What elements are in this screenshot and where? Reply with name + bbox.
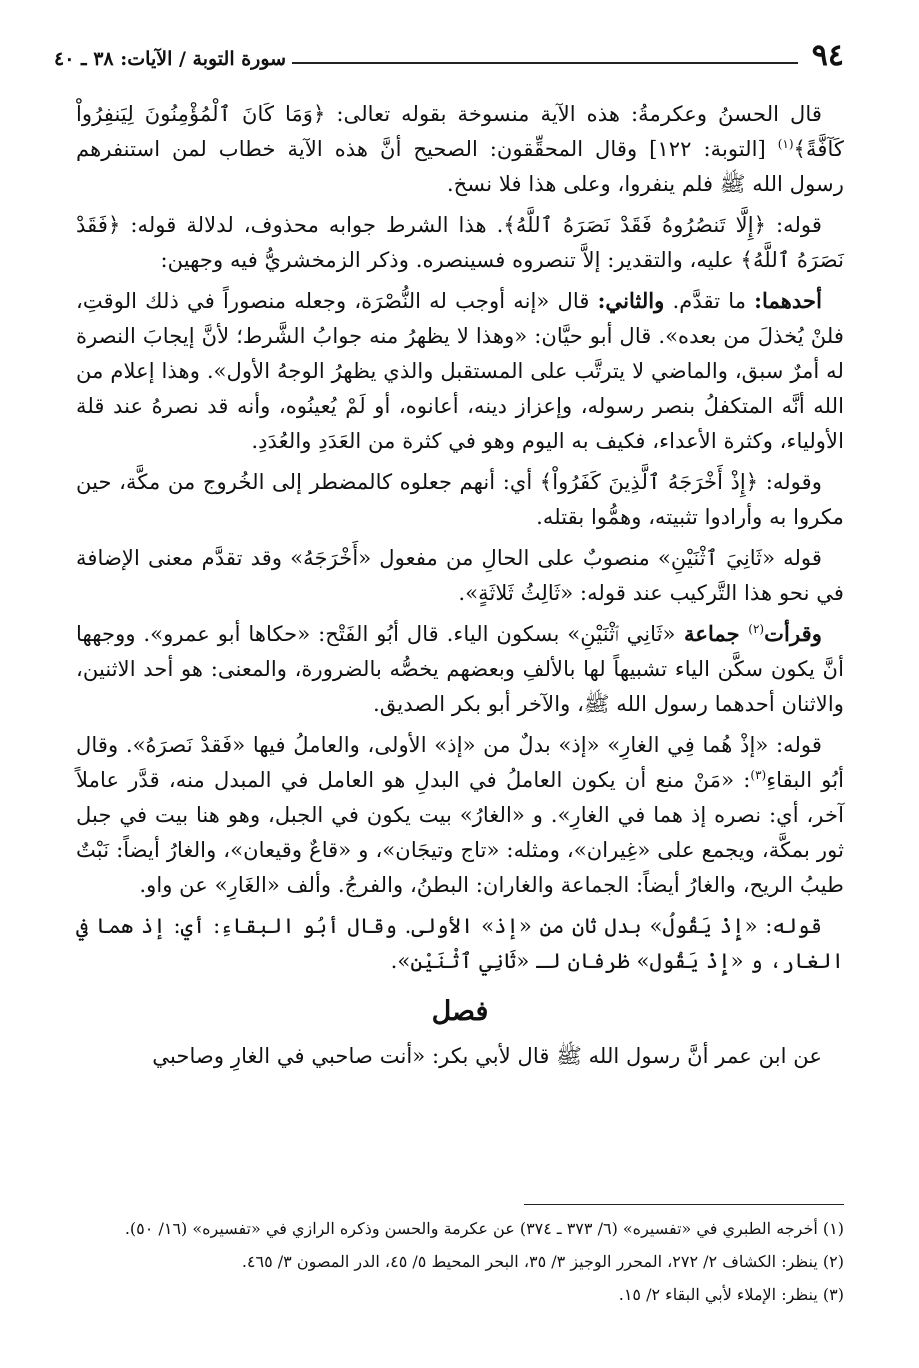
footnote: (٢) ينظر: الكشاف ٢/ ٢٧٢، المحرر الوجيز ٣/ ٣٥، البحر المحيط ٥/ ٤٥، الدر المصون ٣/ ٤٦٥. <box>241 1252 844 1271</box>
footnote-ref: (٢) <box>748 621 765 636</box>
main-text <box>76 96 844 1079</box>
term-label: أحدهما: <box>754 288 822 313</box>
paragraph: قوله «ثَانِيَ ٱثْنَيْنِ» منصوبٌ على الحالِ من مفعول «أَخْرَجَهُ» وقد تقدَّم معنى الإضافة في نحو هذا التَّركيب عند قوله: «ثَالِثُ ثَلاثَةٍ». <box>76 545 844 605</box>
footnote: (١) أخرجه الطبري في «تفسيره» (٦/ ٣٧٣ ـ ٣٧٤) عن عكرمة والحسن وذكره الرازي في «تفسيره» (١٦/ ٥٠). <box>124 1219 844 1238</box>
term-label: جماعة <box>675 621 749 646</box>
footnotes <box>76 1212 844 1311</box>
paragraph: عن ابن عمر أنَّ رسول الله ﷺ قال لأبي بكر: «أنت صاحبي في الغارِ وصاحبي <box>152 1043 822 1068</box>
page-number: ٩٤ <box>811 38 844 73</box>
footnote-separator <box>524 1204 844 1205</box>
paragraph: قوله: ﴿إِلَّا تَنصُرُوهُ فَقَدْ نَصَرَهُ ٱللَّهُ﴾. هذا الشرط جوابه محذوف، لدلالة قوله: ﴿فَقَدْ نَصَرَهُ ٱللَّهُ﴾ عليه، والتقدير: إلاَّ تنصروه فسينصره. وذكر الزمخشريُّ فيه وجهين: <box>76 212 844 272</box>
term-label: والثاني: <box>597 288 665 313</box>
footnote-ref: (١) <box>777 136 794 151</box>
running-title: سورة التوبة / الآيات: ٣٨ ـ ٤٠ <box>54 48 287 70</box>
page-header <box>54 34 844 74</box>
term-label: وقرأت <box>764 621 822 646</box>
paragraph: وقوله: ﴿إِذْ أَخْرَجَهُ ٱلَّذِينَ كَفَرُواْ﴾ أي: أنهم جعلوه كالمضطر إلى الخُروج من مكَّة، حين مكروا به وأرادوا تثبيته، وهمُّوا بقتله. <box>76 469 844 529</box>
paragraph: قوله: «إِذْ يَقُولُ» بدل ثان من «إذ» الأولى. وقال أبُو البقاءِ: أي: إذ هما في الغار، و «إِذْ يَقُول» ظرفان لـ «ثَانِي ٱثْنَيْنِ». <box>76 913 844 973</box>
paragraph: قوله: «إذْ هُما فِي الغارِ» «إذ» بدلٌ من «إذ» الأولى، والعاملُ فيها «فَقدْ نَصرَهُ». وقال أبُو البقاءِ$^{(٣)}$: «مَنْ منع أن يكون العاملُ في البدلِ هو العامل في المبدل منه، قدَّر عاملاً آخر، أي: نصره إذ هما في الغارِ». و «الغارُ» بيت يكون في الجبل، وهو هنا بيت في جبل ثور بمكَّة، ويجمع على «غِيران»، ومثله: «تاج وتيجَان»، و «قاعٌ وقيعان»، والغارُ أيضاً: نَبْتٌ طيبُ الريح، والغارُ أيضاً: الجماعة والغاران: البطنُ، والفرجُ. وألف «الغَارِ» عن واو. <box>76 732 844 897</box>
paragraph: أحدهما: ما تقدَّم. والثاني: قال «إنه أوجب له النُّصْرَة، وجعله منصوراً في ذلك الوقتِ، فلنْ يُخذلَ من بعده». قال أبو حيَّان: «وهذا لا يظهرُ منه جوابُ الشَّرط؛ لأنَّ إيجابَ النصرة له أمرٌ سبق، والماضي لا يترتَّب على المستقبل والذي يظهرُ الوجهُ الأول». وهذا إعلام من الله أنَّه المتكفلُ بنصر رسوله، وإعزاز دينه، أعانوه، أو لَمْ يُعينُوه، وأنه قد نصرهُ عند قلة الأولياء، وكثرة الأعداء، فكيف به اليوم وهو في كثرة من العَدَدِ والعُدَدِ. <box>76 288 844 453</box>
footnote: (٣) ينظر: الإملاء لأبي البقاء ٢/ ١٥. <box>618 1285 844 1304</box>
header-rule <box>292 62 798 64</box>
paragraph: وقرأت$^{(٢)}$ جماعة «ثَانِي ٱثْنَيْنِ» بسكون الياء. قال أبُو الفَتْح: «حكاها أبو عمرو». ووجهها أنَّ يكون سكَّن الياء تشبيهاً لها بالألفِ وبعضهم يخصُّه بالضرورة، والمعنى: هو أحد الاثنين، والاثنان أحدهما رسول الله ﷺ، والآخر أبو بكر الصديق. <box>76 621 844 716</box>
section-heading: فصل <box>431 996 489 1027</box>
paragraph: قال الحسنُ وعكرمةُ: هذه الآية منسوخة بقوله تعالى: ﴿وَمَا كَانَ ٱلْمُؤْمِنُونَ لِيَنفِرُواْ كَآفَّةً﴾$^{(١)}$ [التوبة: ١٢٢] وقال المحقِّقون: الصحيح أنَّ هذه الآية خطاب لمن استنفرهم رسول الله ﷺ فلم ينفروا، وعلى هذا فلا نسخ. <box>76 101 844 196</box>
footnote-ref: (٣) <box>750 767 767 782</box>
